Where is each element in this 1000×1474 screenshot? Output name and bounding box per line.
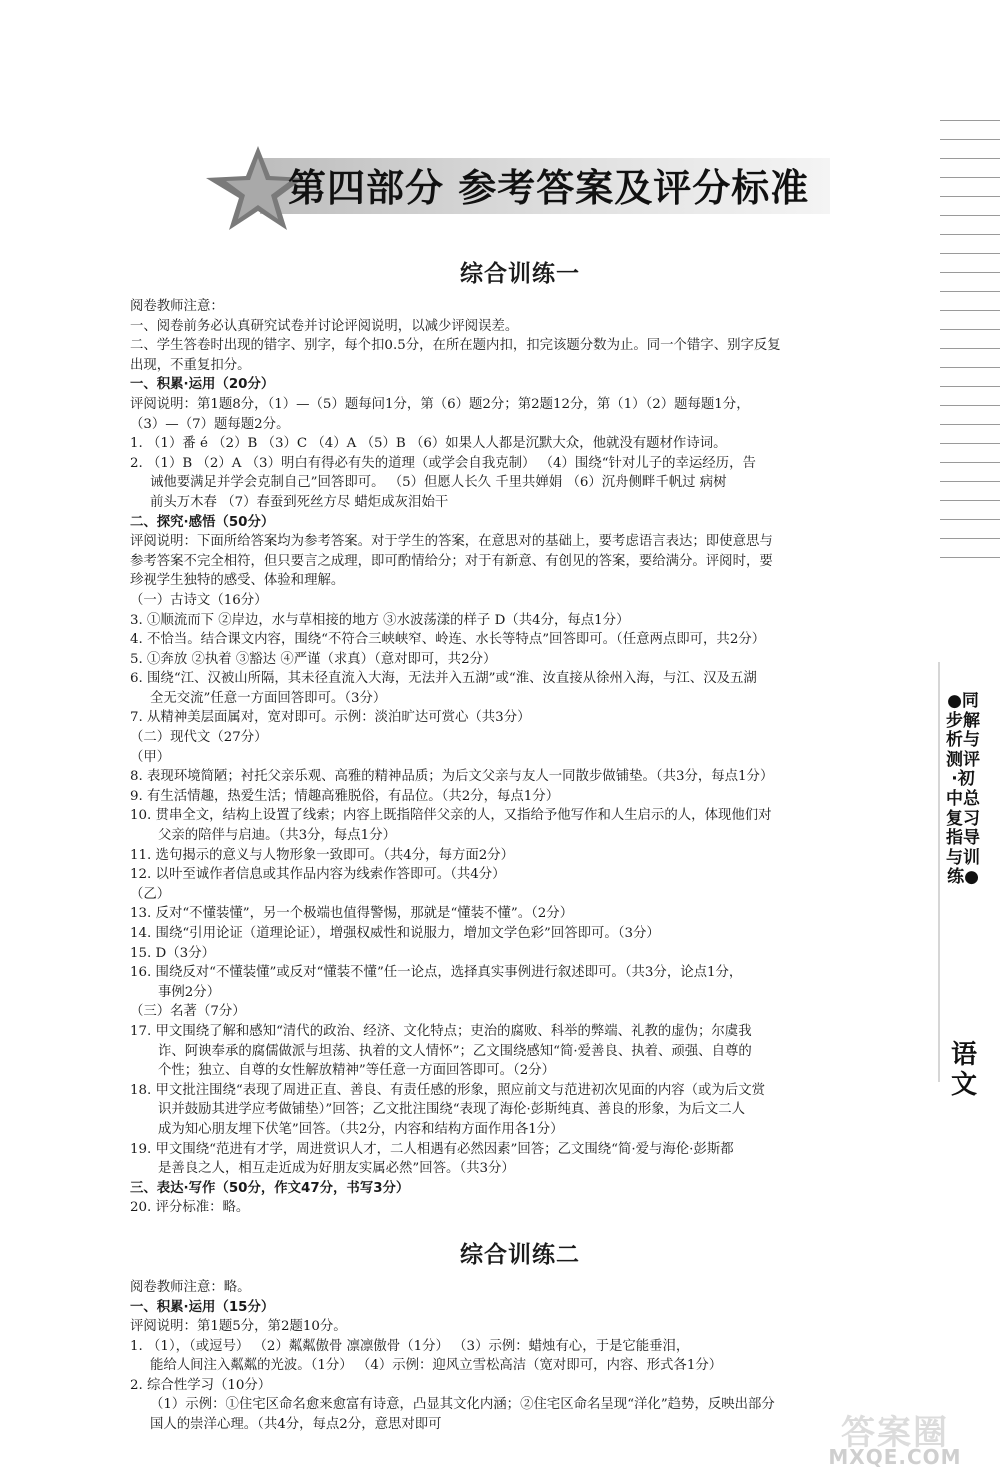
answer-line: 父亲的陪伴与启迪。（共3分，每点1分） bbox=[158, 828, 396, 844]
answer-line: 全无交流”任意一方面回答即可。（3分） bbox=[150, 690, 387, 706]
sub-heading: （甲） bbox=[130, 749, 171, 765]
answer-line: 13. 反对“不懂装懂”，另一个极端也值得警惕，那就是“懂装不懂”。（2分） bbox=[130, 906, 574, 922]
text-line: 一、阅卷前务必认真研究试卷并讨论评阅说明，以减少评阅误差。 bbox=[130, 318, 519, 334]
text-line: 评阅说明：第1题8分，（1）—（5）题每问1分，第（6）题2分；第2题12分，第（1）（2）题每题1分， bbox=[130, 396, 750, 412]
answer-line: 1. （1），（或逗号） （2）粼粼傲骨 凛凛傲骨（1分） （3）示例：蜡烛有心，于是它能垂泪， bbox=[130, 1338, 690, 1354]
answer-line: 5. ①奔放 ②执着 ③豁达 ④严谨（求真）（意对即可，共2分） bbox=[130, 651, 497, 667]
answer-line: 20. 评分标准：略。 bbox=[130, 1200, 250, 1216]
answer-line: 15. D（3分） bbox=[130, 945, 215, 961]
section-title: 综合训练一 bbox=[460, 261, 580, 287]
section-body bbox=[130, 297, 910, 1218]
answer-line: 10. 贯串全文，结构上设置了线索；内容上既指陪伴父亲的人，又指给予他写作和人生启示的人，体现他们对 bbox=[130, 808, 772, 824]
section-title: 综合训练二 bbox=[460, 1241, 580, 1268]
side-series-title: ●同步解析与测评·初中总复习指导与训练● bbox=[946, 691, 980, 888]
answer-line: 国人的崇洋心理。（共4分，每点2分，意思对即可 bbox=[150, 1417, 442, 1433]
text-line: 珍视学生独特的感受、体验和理解。 bbox=[130, 573, 345, 589]
sub-heading: （乙） bbox=[130, 886, 171, 902]
part-heading: 三、表达·写作（50分，作文47分，书写3分） bbox=[130, 1180, 410, 1196]
answer-line: 19. 甲文围绕“范进有才学，周进赏识人才，二人相遇有必然因素”回答；乙文围绕“简·爱与海伦·彭斯都 bbox=[130, 1141, 734, 1157]
answer-line: 16. 围绕反对“不懂装懂”或反对“懂装不懂”任一论点，选择真实事例进行叙述即可。（共3分，论点1分， bbox=[130, 965, 743, 981]
answer-line: 14. 围绕“引用论证（道理论证），增强权威性和说服力，增加文学色彩”回答即可。（3分） bbox=[130, 926, 660, 941]
side-subject: 语文 bbox=[950, 1040, 977, 1100]
side-rule-lines bbox=[940, 120, 1000, 576]
text-line: （3）—（7）题每题2分。 bbox=[130, 416, 290, 432]
answer-line: 17. 甲文围绕了解和感知“清代的政治、经济、文化特点；吏治的腐败、科举的弊端、礼教的虚伪；尔虞我 bbox=[130, 1023, 752, 1039]
text-line: 出现，不重复扣分。 bbox=[130, 357, 251, 373]
answer-line: 事例2分） bbox=[158, 984, 221, 1000]
answer-line: 个性；独立、自尊的女性解放精神”等任意一方面回答即可。（2分） bbox=[158, 1063, 555, 1079]
answer-line: 诈、阿谀奉承的腐儒做派与坦荡、执着的文人情怀”；乙文围绕感知“简·爱善良、执着、顽强、自尊的 bbox=[158, 1043, 752, 1059]
sub-heading: （二）现代文（27分） bbox=[130, 730, 268, 746]
answer-line: 11. 选句揭示的意义与人物形象一致即可。（共4分，每方面2分） bbox=[130, 847, 515, 863]
part-banner bbox=[200, 140, 840, 235]
answer-line: 6. 围绕“江、汉被山所隔，其未径直流入大海，无法并入五湖”或“淮、汝直接从徐州入海，与江、汉及五湖 bbox=[130, 671, 757, 687]
answer-line: 8. 表现环境简陋；衬托父亲乐观、高雅的精神品质；为后文父亲与友人一同散步做铺垫。（共3分，每点1分） bbox=[130, 769, 774, 785]
answer-line: 能给人间注入粼粼的光波。（1分） （4）示例：迎风立雪松高洁（宽对即可，内容、形式各1分） bbox=[150, 1358, 723, 1374]
watermark-url: MXQE.COM bbox=[828, 1445, 962, 1469]
answer-line: 2. （1）B （2）A （3）明白有得必有失的道理（或学会自我克制） （4）围绕“针对儿子的幸运经历，告 bbox=[130, 455, 756, 471]
answer-line: 成为知心朋友埋下伏笔”回答。（共2分，内容和结构方面作用各1分） bbox=[158, 1121, 564, 1137]
answer-line: 12. 以叶至诚作者信息或其作品内容为线索作答即可。（共4分） bbox=[130, 867, 506, 883]
answer-line: 7. 从精神美层面属对，宽对即可。示例：淡泊旷达可赏心（共3分） bbox=[130, 710, 531, 726]
answer-line: 1. （1）番 é （2）B （3）C （4）A （5）B （6）如果人人都是沉默大众，他就没有题材作诗词。 bbox=[130, 436, 727, 452]
text-line: 二、学生答卷时出现的错字、别字，每个扣0.5分，在所在题内扣，扣完该题分数为止。同一个错字、别字反复 bbox=[130, 338, 781, 354]
answer-line: 识并鼓励其进学应考做铺垫）”回答；乙文批注围绕“表现了海伦·彭斯纯真、善良的形象，为后文二人 bbox=[158, 1102, 746, 1118]
part-heading: 二、探究·感悟（50分） bbox=[130, 514, 275, 530]
text-line: 阅卷教师注意：略。 bbox=[130, 1279, 251, 1295]
part-heading: 一、积累·运用（15分） bbox=[130, 1299, 275, 1315]
text-line: 评阅说明：下面所给答案均为参考答案。对于学生的答案，在意思对的基础上，要考虑语言表达；即使意思与 bbox=[130, 534, 773, 550]
watermark bbox=[800, 1405, 990, 1469]
text-line: 阅卷教师注意： bbox=[130, 299, 224, 314]
sub-heading: （三）名著（7分） bbox=[130, 1004, 246, 1020]
text-line: 参考答案不完全相符，但只要言之成理，即可酌情给分；对于有新意、有创见的答案，要给满分。评阅时，要 bbox=[130, 553, 773, 569]
page-title: 第四部分 参考答案及评分标准 bbox=[288, 166, 810, 210]
answer-line: 前头万木春 （7）春蚕到死丝方尽 蜡炬成灰泪始干 bbox=[150, 494, 449, 510]
answer-line: 18. 甲文批注围绕“表现了周进正直、善良、有责任感的形象，照应前文与范进初次见面的内容（或为后文赏 bbox=[130, 1082, 765, 1098]
answer-line: 2. 综合性学习（10分） bbox=[130, 1377, 272, 1393]
watermark-text: 答案圈 bbox=[841, 1413, 949, 1453]
text-line: 评阅说明：第1题5分，第2题10分。 bbox=[130, 1319, 347, 1335]
answer-line: 3. ①顺流而下 ②岸边，水与草相接的地方 ③水波荡漾的样子 D（共4分，每点1分） bbox=[130, 612, 630, 628]
answer-line: 4. 不恰当。结合课文内容，围绕“不符合三峡峡窄、岭连、水长等特点”回答即可。（任意两点即可，共2分） bbox=[130, 632, 766, 648]
answer-line: （1）示例：①住宅区命名愈来愈富有诗意，凸显其文化内涵；②住宅区命名呈现“洋化”趋势，反映出部分 bbox=[150, 1397, 775, 1413]
answer-line: 9. 有生活情趣，热爱生活；情趣高雅脱俗，有品位。（共2分，每点1分） bbox=[130, 788, 560, 804]
answer-content bbox=[130, 255, 910, 1435]
answer-line: 诫他要满足并学会克制自己”回答即可。 （5）但愿人长久 千里共婵娟 （6）沉舟侧畔千帆过 病树 bbox=[150, 475, 727, 491]
answer-line: 是善良之人，相互走近成为好朋友实属必然”回答。（共3分） bbox=[158, 1161, 515, 1177]
section-body bbox=[130, 1278, 910, 1435]
part-heading: 一、积累·运用（20分） bbox=[130, 377, 275, 393]
sub-heading: （一）古诗文（16分） bbox=[130, 592, 268, 608]
